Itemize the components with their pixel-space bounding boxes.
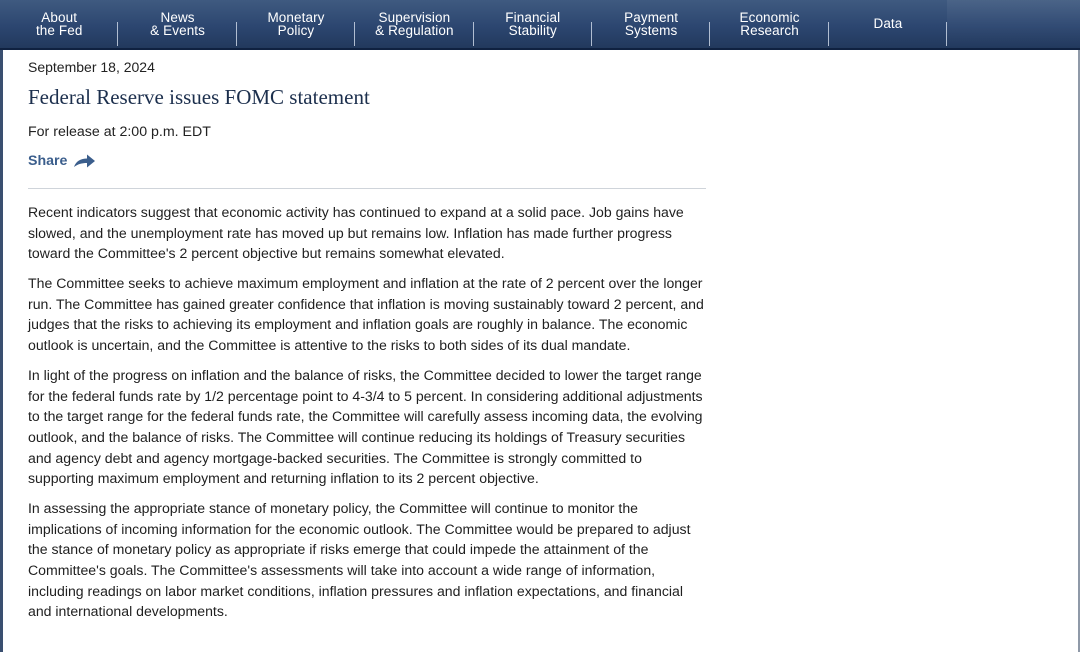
nav-item-supervision[interactable] [355,0,473,48]
article [28,58,708,622]
nav-item-payment-systems[interactable] [592,0,710,48]
nav-item-economic-research[interactable] [710,0,828,48]
nav-item-financial-stability[interactable] [474,0,592,48]
statement-paragraph: Recent indicators suggest that economic activity has continued to expand at a solid pace. Job gains have slowed, and the unemployment rate has moved up but remains low. Inflation has made further progress toward the Committee's 2 percent objective but remains somewhat elevated. [28,204,684,262]
nav-item-news-events[interactable] [118,0,236,48]
nav-item-label: Financial Stability [505,9,561,38]
nav-separator [946,22,947,46]
article-date: September 18, 2024 [28,59,155,75]
nav-item-label: Payment Systems [624,9,679,38]
top-navigation [0,0,1080,50]
nav-item-about[interactable] [0,0,118,48]
nav-item-label: Supervision & Regulation [375,9,454,38]
statement-paragraph: In light of the progress on inflation and the balance of risks, the Committee decided to lower the target range for the federal funds rate by 1/2 percentage point to 4-3/4 to 5 percent. In considering additional adjustments to the target range for the federal funds rate, the Committee will carefully assess incoming data, the evolving outlook, and the balance of risks. The Committee will continue reducing its holdings of Treasury securities and agency debt and agency mortgage-backed securities. The Committee is strongly committed to supporting maximum employment and returning inflation to its 2 percent objective. [28,367,703,487]
nav-filler [947,0,1080,48]
nav-item-label: Economic Research [739,9,800,38]
divider [28,188,706,189]
nav-item-label: Monetary Policy [267,9,325,38]
release-time: For release at 2:00 p.m. EDT [28,124,211,140]
article-title: Federal Reserve issues FOMC statement [28,85,370,109]
nav-item-label: About the Fed [35,9,83,38]
statement-paragraph: The Committee seeks to achieve maximum employment and inflation at the rate of 2 percent over the longer run. The Committee has gained greater confidence that inflation is moving sustainably toward 2 percent, and judges that the risks to achieving its employment and inflation goals are roughly in balance. The economic outlook is uncertain, and the Committee is attentive to the risks to both sides of its dual mandate. [28,275,704,354]
nav-item-data[interactable] [829,0,947,48]
share-arrow-icon [72,153,96,169]
nav-item-label: Data [873,16,903,32]
statement-paragraph: In assessing the appropriate stance of monetary policy, the Committee will continue to monitor the implications of incoming information for the economic outlook. The Committee would be prepared to adjust the stance of monetary policy as appropriate if risks emerge that could impede the attainment of the Committee's goals. The Committee's assessments will take into account a wide range of information, including readings on labor market conditions, inflation pressures and inflation expectations, and financial and international developments. [28,500,691,620]
nav-item-monetary-policy[interactable] [237,0,355,48]
share-label: Share [28,153,68,169]
nav-item-label: News & Events [150,9,205,38]
content-frame-left [0,50,3,652]
share-button[interactable] [28,153,108,169]
